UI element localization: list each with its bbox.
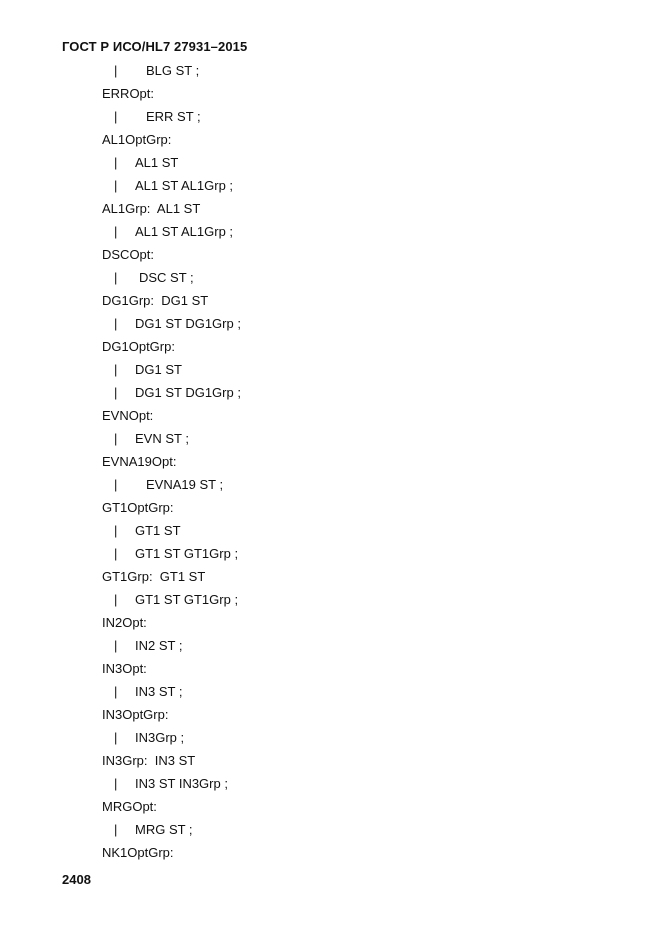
grammar-alternative [0,360,661,380]
alternative-bar: | [114,546,118,561]
alternative-bar: | [114,592,118,607]
grammar-rule: NK1OptGrp: [102,845,174,860]
alternative-bar: | [114,270,118,285]
alternative-bar: | [114,822,118,837]
grammar-alternative [0,383,661,403]
grammar-alternative [0,107,661,127]
grammar-rule: DG1Grp: DG1 ST [102,293,209,308]
page-number: 2408 [62,872,91,887]
alternative-text: ERR ST ; [146,109,201,124]
grammar-rule: AL1OptGrp: [102,132,172,147]
alternative-text: GT1 ST GT1Grp ; [135,592,239,607]
alternative-text: IN3 ST ; [135,684,183,699]
grammar-alternative [0,153,661,173]
grammar-rule: IN3OptGrp: [102,707,169,722]
grammar-alternative [0,176,661,196]
grammar-alternative [0,682,661,702]
alternative-bar: | [114,109,118,124]
alternative-text: IN2 ST ; [135,638,183,653]
grammar-rule: AL1Grp: AL1 ST [102,201,201,216]
grammar-alternative [0,429,661,449]
alternative-bar: | [114,431,118,446]
grammar-rule: IN3Grp: IN3 ST [102,753,196,768]
grammar-rule: IN3Opt: [102,661,147,676]
grammar-alternative [0,268,661,288]
grammar-alternative [0,475,661,495]
alternative-text: DSC ST ; [139,270,194,285]
alternative-text: MRG ST ; [135,822,193,837]
alternative-text: EVN ST ; [135,431,189,446]
alternative-text: AL1 ST [135,155,179,170]
alternative-text: GT1 ST [135,523,181,538]
alternative-text: DG1 ST [135,362,182,377]
grammar-rule: GT1OptGrp: [102,500,174,515]
alternative-bar: | [114,684,118,699]
grammar-rule: GT1Grp: GT1 ST [102,569,206,584]
alternative-text: DG1 ST DG1Grp ; [135,316,241,331]
alternative-text: IN3Grp ; [135,730,185,745]
grammar-alternative [0,521,661,541]
alternative-text: IN3 ST IN3Grp ; [135,776,228,791]
grammar-alternative [0,61,661,81]
alternative-bar: | [114,385,118,400]
alternative-bar: | [114,178,118,193]
grammar-rule: EVNOpt: [102,408,154,423]
grammar-rule: DG1OptGrp: [102,339,175,354]
page-header: ГОСТ Р ИСО/HL7 27931–2015 [62,39,248,54]
alternative-bar: | [114,155,118,170]
alternative-bar: | [114,523,118,538]
alternative-text: AL1 ST AL1Grp ; [135,178,234,193]
grammar-alternative [0,774,661,794]
alternative-bar: | [114,63,118,78]
alternative-bar: | [114,730,118,745]
grammar-alternative [0,728,661,748]
alternative-text: BLG ST ; [146,63,200,78]
alternative-text: DG1 ST DG1Grp ; [135,385,241,400]
grammar-alternative [0,590,661,610]
grammar-rule: ERROpt: [102,86,155,101]
grammar-alternative [0,222,661,242]
grammar-rule: IN2Opt: [102,615,147,630]
grammar-alternative [0,820,661,840]
grammar-rule: DSCOpt: [102,247,155,262]
alternative-bar: | [114,477,118,492]
alternative-text: EVNA19 ST ; [146,477,224,492]
alternative-bar: | [114,224,118,239]
alternative-bar: | [114,776,118,791]
alternative-bar: | [114,638,118,653]
grammar-alternative [0,636,661,656]
grammar-rule: MRGOpt: [102,799,157,814]
alternative-bar: | [114,316,118,331]
grammar-alternative [0,544,661,564]
alternative-text: AL1 ST AL1Grp ; [135,224,234,239]
grammar-rule: EVNA19Opt: [102,454,177,469]
alternative-bar: | [114,362,118,377]
alternative-text: GT1 ST GT1Grp ; [135,546,239,561]
grammar-alternative [0,314,661,334]
